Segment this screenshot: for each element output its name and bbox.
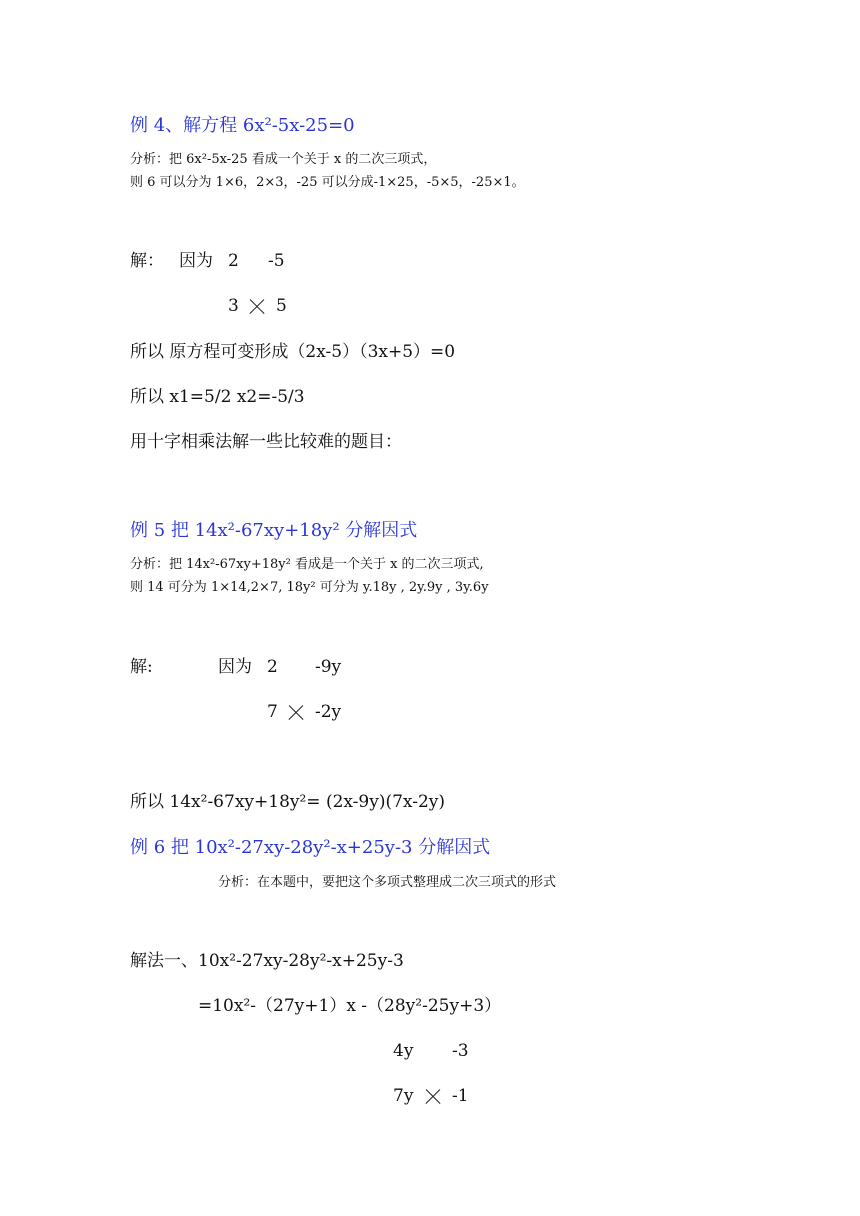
example-4-title: 例 4、解方程 6x²-5x-25=0 — [130, 115, 355, 136]
example-6-title: 例 6 把 10x²-27xy-28y²-x+25y-3 分解因式 — [130, 837, 491, 858]
example-4-conclusion-1: 所以 原方程可变形成（2x-5）（3x+5）=0 — [130, 342, 456, 362]
example-6-step-1: =10x²-（27y+1）x -（28y²-25y+3） — [198, 996, 502, 1016]
example-5-cross-bottom-left: 7 — [267, 702, 278, 722]
cross-multiplication-icon — [287, 704, 305, 722]
example-4-because: 因为 — [179, 251, 213, 271]
transition-text: 用十字相乘法解一些比较难的题目： — [130, 432, 402, 452]
example-5-cross-top-right: -9y — [315, 657, 342, 677]
example-5-cross-top-left: 2 — [267, 657, 278, 677]
example-6-cross-top-left: 4y — [393, 1041, 414, 1061]
example-6-method-1: 解法一、10x²-27xy-28y²-x+25y-3 — [130, 951, 404, 971]
example-5-analysis-line-1: 分析：把 14x²-67xy+18y² 看成是一个关于 x 的二次三项式, — [130, 557, 484, 572]
example-6-cross-bottom-left: 7y — [393, 1086, 414, 1106]
example-4-cross-top-left: 2 — [228, 251, 239, 271]
example-5-analysis-line-2: 则 14 可分为 1×14,2×7, 18y² 可分为 y.18y , 2y.9y , 3y.6y — [130, 580, 489, 595]
example-4-conclusion-2: 所以 x1=5/2 x2=-5/3 — [130, 387, 305, 407]
example-5-title: 例 5 把 14x²-67xy+18y² 分解因式 — [130, 520, 418, 541]
example-6-cross-bottom-right: -1 — [452, 1086, 469, 1106]
example-5-solution-label: 解: — [130, 657, 153, 677]
example-4-cross-bottom-right: 5 — [276, 296, 287, 316]
cross-multiplication-icon — [248, 298, 266, 316]
example-4-solution-label: 解： — [130, 251, 164, 271]
example-4-cross-bottom-left: 3 — [228, 296, 239, 316]
example-4-cross-top-right: -5 — [268, 251, 285, 271]
example-6-cross-top-right: -3 — [452, 1041, 469, 1061]
example-6-analysis: 分析：在本题中，要把这个多项式整理成二次三项式的形式 — [218, 875, 557, 890]
example-4-analysis-line-1: 分析：把 6x²-5x-25 看成一个关于 x 的二次三项式， — [130, 152, 437, 167]
example-5-cross-bottom-right: -2y — [315, 702, 342, 722]
example-4-analysis-line-2: 则 6 可以分为 1×6，2×3，-25 可以分成-1×25，-5×5，-25×1。 — [130, 175, 525, 190]
cross-multiplication-icon — [424, 1088, 442, 1106]
example-5-because: 因为 — [218, 657, 252, 677]
example-5-conclusion: 所以 14x²-67xy+18y²= (2x-9y)(7x-2y) — [130, 792, 446, 812]
